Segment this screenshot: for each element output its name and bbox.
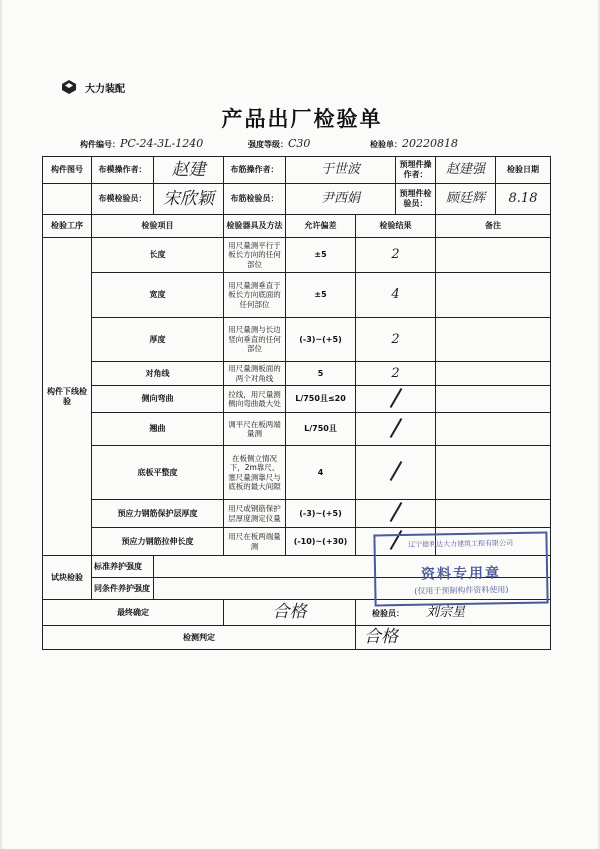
cell: 侧向弯曲 (92, 386, 224, 413)
document-title: 产品出厂检验单 (221, 107, 383, 131)
cell: 同条件养护强度 (92, 578, 154, 600)
table-row (43, 413, 551, 446)
cell: 试块检验 (43, 556, 92, 600)
inspector-signature: 刘宗星 (426, 604, 466, 620)
cell: 允许偏差 (286, 215, 356, 238)
table-row (43, 157, 551, 184)
cell: 检验项目 (92, 215, 224, 238)
cell: 最终确定 (43, 600, 224, 626)
cell (436, 500, 551, 528)
table-row (43, 273, 551, 318)
cell: 布筋检验员： (224, 184, 286, 215)
handwritten-cell: 赵建 (154, 157, 224, 184)
cell: 预埋件检验员： (396, 184, 436, 215)
cell: 宽度 (92, 273, 224, 318)
cell (436, 318, 551, 362)
handwritten-cell: 4 (356, 273, 436, 318)
cell: 检验器具及方法 (224, 215, 286, 238)
cell: ±5 (286, 273, 356, 318)
result-cell (356, 500, 436, 528)
cell: 用尺在板两端量测 (224, 528, 286, 556)
cell (436, 446, 551, 500)
table-row (43, 362, 551, 386)
cell: 用尺量测平行于板长方向的任何部位 (224, 238, 286, 273)
cell: 用尺量测板面的两个对角线 (224, 362, 286, 386)
table-row (43, 500, 551, 528)
table-row (43, 215, 551, 238)
result-cell (356, 446, 436, 500)
cell: (-10)~(+30) (286, 528, 356, 556)
cell: 调平尺在板两端量测 (224, 413, 286, 446)
cell: 预应力钢筋拉伸长度 (92, 528, 224, 556)
strength-label: 强度等级： (248, 140, 288, 149)
cell (436, 413, 551, 446)
cell: 5 (286, 362, 356, 386)
official-seal-stamp (373, 531, 548, 606)
table-row (43, 318, 551, 362)
handwritten-cell: 合格 (356, 626, 551, 650)
cell: 4 (286, 446, 356, 500)
inspector-label: 检验员： (372, 608, 404, 618)
cell (436, 386, 551, 413)
cell: (-3)~(+5) (286, 318, 356, 362)
cell: 备注 (436, 215, 551, 238)
cell: 预埋件操作者： (396, 157, 436, 184)
cell (436, 273, 551, 318)
stamp-title-line: 资料专用章 (420, 565, 502, 583)
strength-value: C30 (288, 137, 311, 150)
component-no-field (80, 137, 203, 150)
cell: 对角线 (92, 362, 224, 386)
cell: 构件下线检验 (43, 238, 92, 556)
cell: (-3)~(+5) (286, 500, 356, 528)
inspection-date-label: 检验单： (370, 140, 402, 149)
cell (436, 362, 551, 386)
result-slash-mark (387, 502, 405, 522)
strength-field (248, 137, 310, 150)
component-no-value: PC-24-3L-1240 (120, 137, 204, 150)
handwritten-cell: 2 (356, 238, 436, 273)
handwritten-cell: 宋欣颖 (154, 184, 224, 215)
handwritten-cell: 2 (356, 362, 436, 386)
stamp-note-line: (仅用于预制构件资料使用) (414, 585, 509, 596)
inspection-date-value: 20220818 (402, 137, 458, 150)
cell (436, 238, 551, 273)
cell: 翘曲 (92, 413, 224, 446)
table-row (43, 446, 551, 500)
handwritten-cell: 顾廷辉 (436, 184, 496, 215)
cell: 底板平整度 (92, 446, 224, 500)
cell: 厚度 (92, 318, 224, 362)
table-row (43, 626, 551, 650)
cell: 在板侧立情况下，2m靠尺、塞尺量测靠尺与底板的最大间隙 (224, 446, 286, 500)
cell: 长度 (92, 238, 224, 273)
result-cell (356, 386, 436, 413)
cell: L/750且 (286, 413, 356, 446)
cell: 布模检验员： (92, 184, 154, 215)
result-slash-mark (387, 418, 405, 438)
cell: 预应力钢筋保护层厚度 (92, 500, 224, 528)
cell: 用尺量测与长边竖向垂直的任何部位 (224, 318, 286, 362)
document-page (2, 0, 598, 849)
inspection-date-field (370, 137, 458, 150)
cell: L/750且≤20 (286, 386, 356, 413)
result-slash-mark (387, 388, 405, 408)
cell: 标准养护强度 (92, 556, 154, 578)
table-row (43, 238, 551, 273)
handwritten-cell: 2 (356, 318, 436, 362)
cell: 检测判定 (43, 626, 356, 650)
stamp-company-line: 辽宁德利达大力建筑工程有限公司 (408, 539, 514, 549)
cell: ±5 (286, 238, 356, 273)
result-cell (356, 413, 436, 446)
cell: 布模操作者： (92, 157, 154, 184)
cell: 用尺量测垂直于板长方向底面的任何部位 (224, 273, 286, 318)
cell: 检验结果 (356, 215, 436, 238)
cell: 检验工序 (43, 215, 92, 238)
table-row (43, 184, 551, 215)
component-no-label: 构件编号： (80, 140, 120, 149)
cell: 布筋操作者： (224, 157, 286, 184)
handwritten-cell: 合格 (224, 600, 356, 626)
cell: 用尺或钢筋保护层厚度测定仪量 (224, 500, 286, 528)
cell: 构件图号 (43, 157, 92, 184)
handwritten-cell: 尹西娟 (286, 184, 396, 215)
table-row (43, 386, 551, 413)
cell: 检验日期 (496, 157, 551, 184)
result-slash-mark (387, 461, 405, 481)
handwritten-cell: 赵建强 (436, 157, 496, 184)
cell (43, 184, 92, 215)
handwritten-cell: 于世波 (286, 157, 396, 184)
company-logo-icon (62, 80, 76, 94)
cell: 拉线，用尺量测侧向弯曲最大处 (224, 386, 286, 413)
company-name: 大力装配 (85, 84, 125, 95)
handwritten-cell: 8.18 (496, 184, 551, 215)
